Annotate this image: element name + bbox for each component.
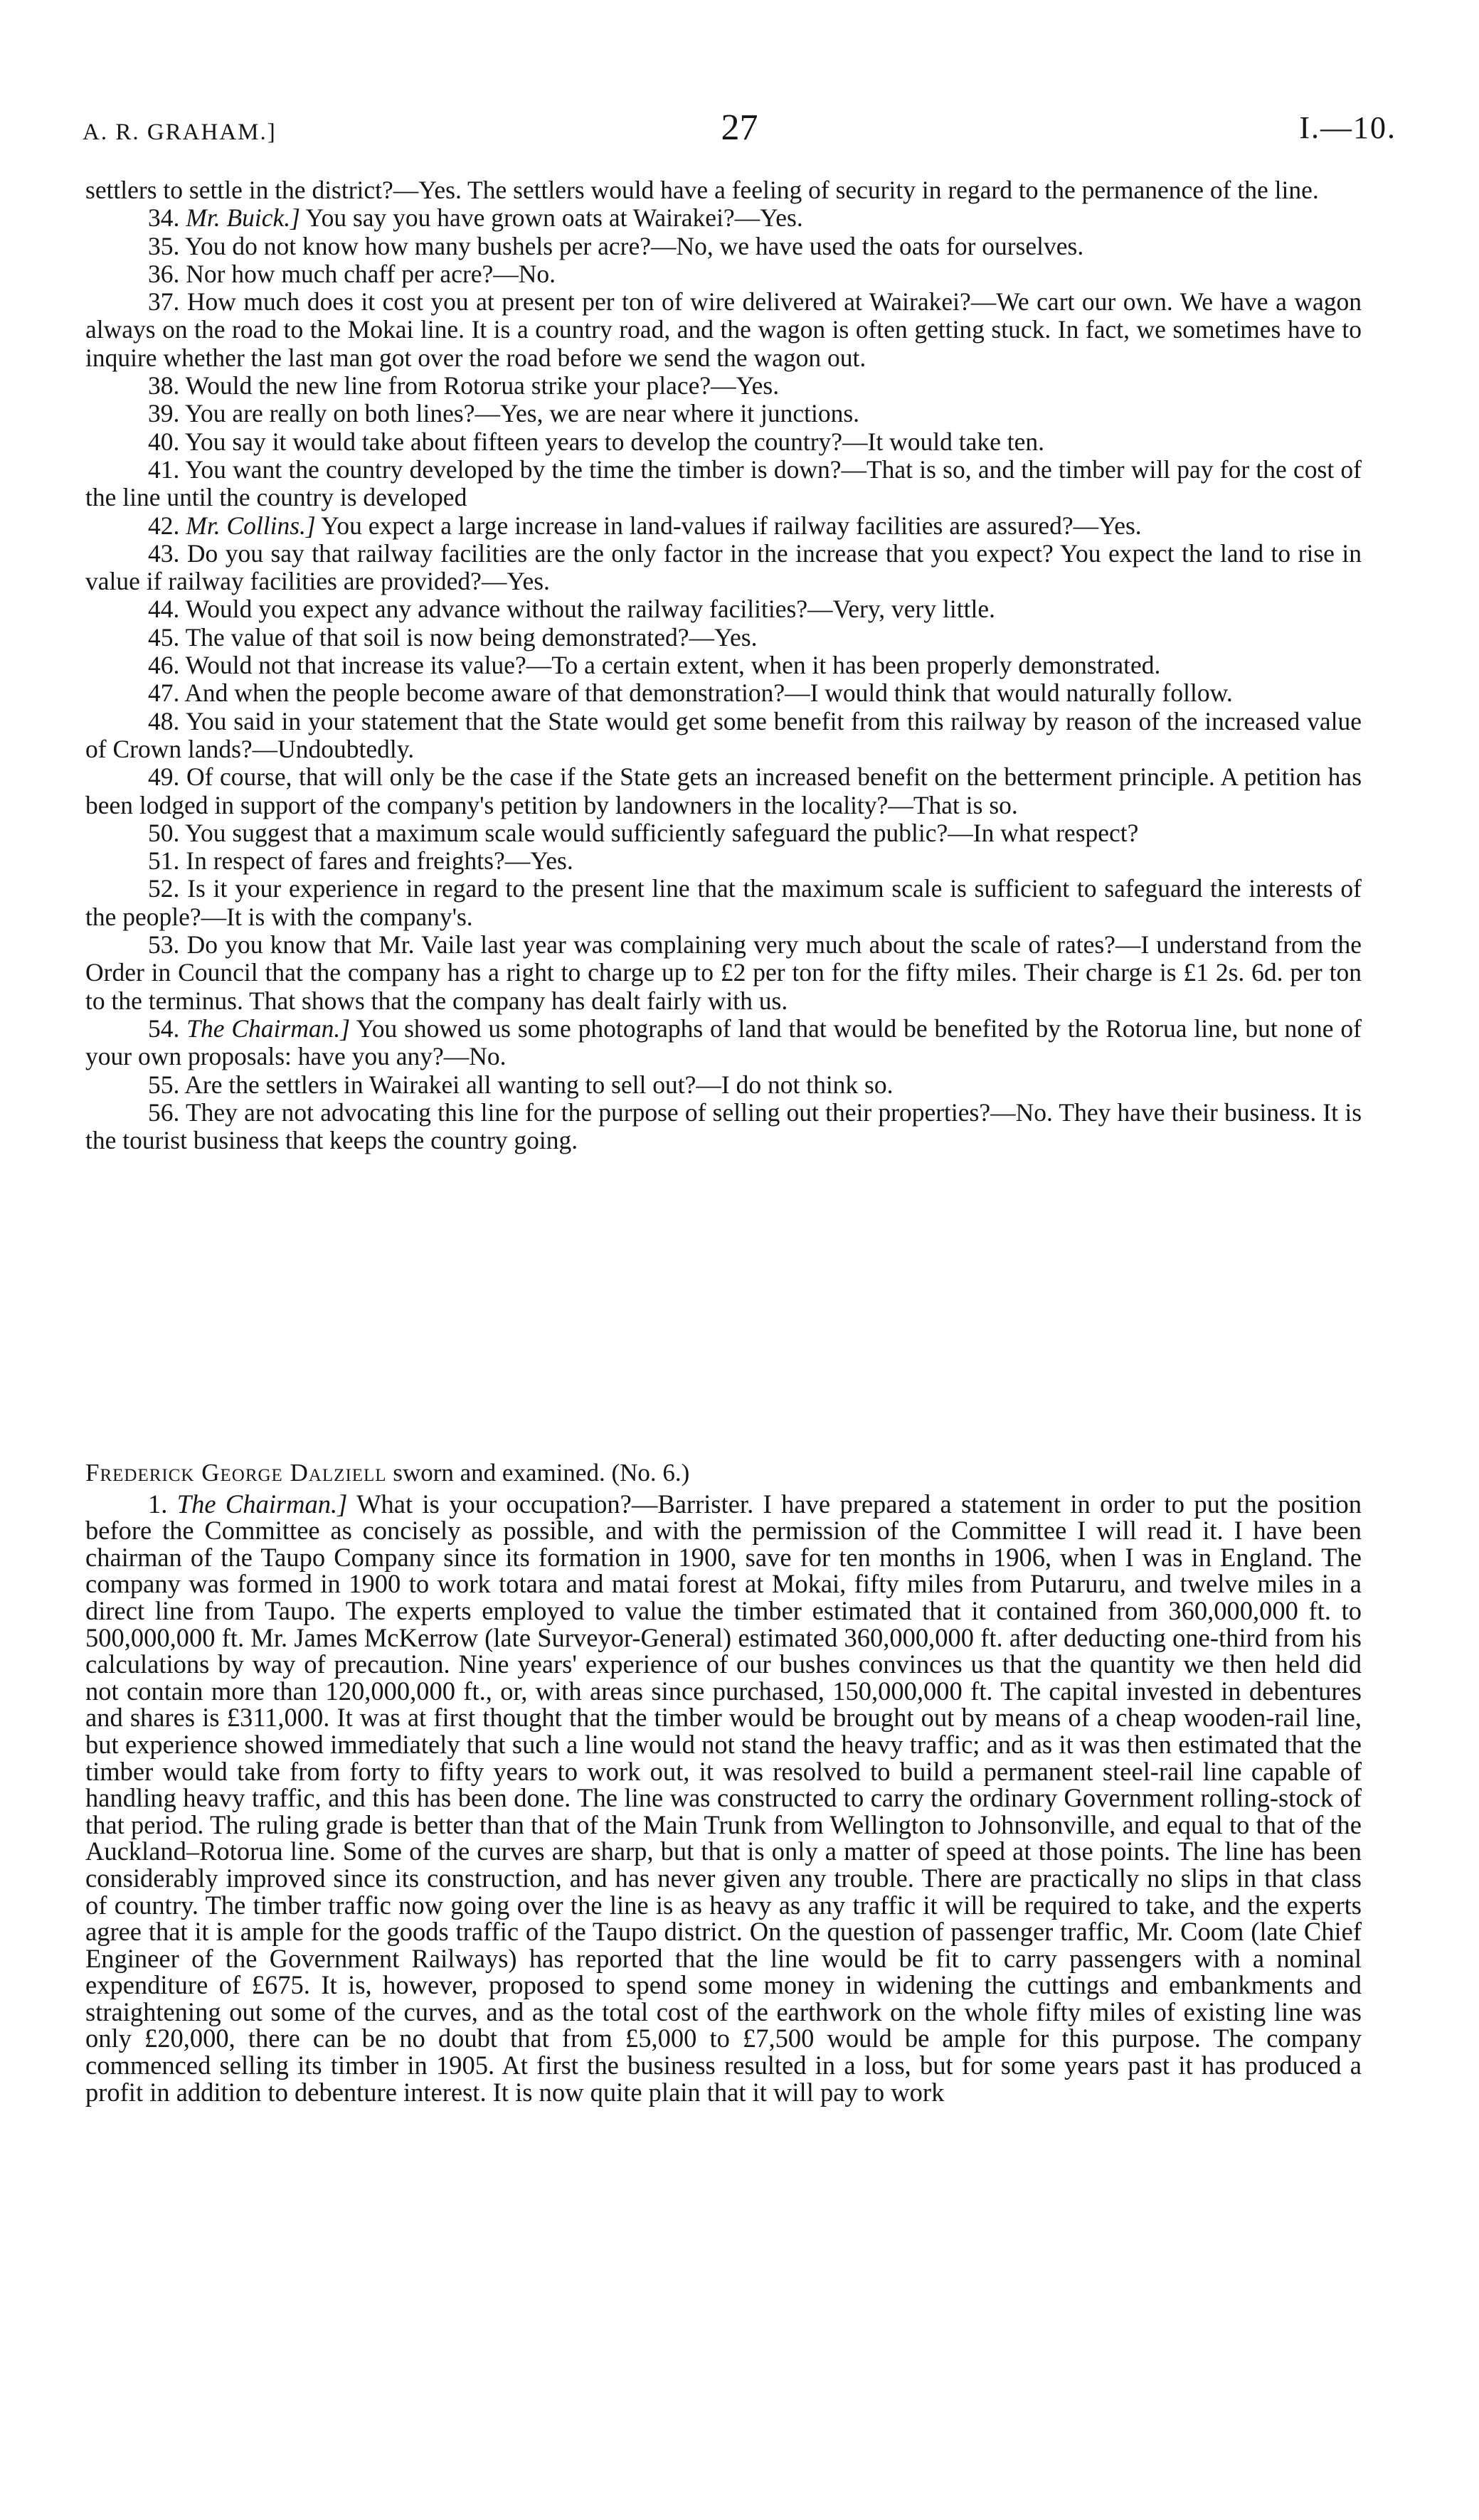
statement-text: What is your occupation?—Barrister. I have prepared a statement in order to put the position before the Committee as concisely as possible, and with the permission of the Committee I will read it. I have been chairman of the Taupo Company since its formation in 1900, save for ten months in 1906, when I was in England. The company was formed in 1900 to work totara and matai forest at Mokai, fifty miles from Putaruru, and twelve miles in a direct line from Taupo. The experts employed to value the timber estimated that it contained from 360,000,000 ft. to 500,000,000 ft. Mr. James McKerrow (late Surveyor-General) estimated 360,000,000 ft. after deducting one-third from his calculations by way of precaution. Nine years' experience of our bushes convinces us that the quantity we then held did not contain more than 120,000,000 ft., or, with areas since purchased, 150,000,000 ft. The capital invested in debentures and shares is £311,000. It was at first thought that the timber would be brought out by means of a cheap wooden-rail line, but experience showed immediately that such a line would not stand the heavy traffic; and as it was then estimated that the timber would take from forty to fifty years to work out, it was resolved to build a permanent steel-rail line capable of handling heavy traffic, and this has been done. The line was constructed to carry the ordinary Government rolling-stock of that period. The ruling grade is better than that of the Main Trunk from Wellington to Johnsonville, and equal to that of the Auckland–Rotorua line. Some of the curves are sharp, but that is only a matter of speed at those points. The line has been considerably improved since its construction, and has never given any trouble. There are practically no slips in that class of country. The timber traffic now going over the line is as heavy as any traffic it will be required to take, and the experts agree that it is ample for the goods traffic of the Taupo district. On the question of passenger traffic, Mr. Coom (late Chief Engineer of the Government Railways) has reported that the line would be fit to carry passengers with a nominal expenditure of £675. It is, however, proposed to spend some money in widening the cuttings and embankments and straightening out some of the curves, and as the total cost of the earthwork on the whole fifty miles of existing line was only £20,000, there can be no doubt that from £5,000 to £7,500 would be ample for this purpose. The company commenced selling its timber in 1905. At first the business resulted in a loss, but for some years past it has produced a profit in addition to debenture interest. It is now quite plain that it will pay to work: [85, 1489, 1362, 2107]
qa-text: You want the country developed by the time the timber is down?—That is so, and the timber will pay for the cost of the line until the country is developed: [85, 454, 1362, 512]
question-answer-list: [85, 204, 1362, 1154]
qa-item: [85, 400, 1362, 427]
qa-number: 49.: [148, 762, 180, 792]
qa-text: Do you say that railway facilities are the only factor in the increase that you expect? You expect the land to rise in value if railway facilities are provided?—Yes.: [85, 538, 1362, 596]
qa-item: [85, 847, 1362, 875]
qa-number: 36.: [148, 259, 180, 288]
qa-text: Do you know that Mr. Vaile last year was complaining very much about the scale of rates?—I understand from the Order in Council that the company has a right to charge up to £2 per ton for the fifty miles. Their charge is £1 2s. 6d. per ton to the terminus. That shows that the company has dealt fairly with us.: [85, 930, 1362, 1015]
qa-item: [85, 456, 1362, 512]
qa-item: [85, 372, 1362, 400]
statement-speaker: The Chairman.]: [176, 1489, 348, 1519]
qa-text: Of course, that will only be the case if the State gets an increased benefit on the betterment principle. A petition has been lodged in support of the company's petition by landowners in the locality?—That is so.: [85, 762, 1362, 819]
qa-number: 40.: [148, 427, 180, 456]
witness-section: [85, 1460, 1362, 2105]
qa-item: [85, 428, 1362, 456]
qa-item: [85, 288, 1362, 372]
qa-item: [85, 679, 1362, 707]
continuation-paragraph: settlers to settle in the district?—Yes. The settlers would have a feeling of security in regard to the permanence of the line.: [85, 176, 1319, 204]
qa-number: 52.: [148, 874, 180, 903]
qa-item: [85, 708, 1362, 764]
header-witness-name: A. R. GRAHAM.]: [83, 119, 277, 145]
qa-text: They are not advocating this line for the purpose of selling out their properties?—No. They have their business. It is the tourist business that keeps the country going.: [85, 1097, 1362, 1155]
qa-text: How much does it cost you at present per ton of wire delivered at Wairakei?—We cart our own. We have a wagon always on the road to the Mokai line. It is a country road, and the wagon is often getting stuck. In fact, we sometimes have to inquire whether the last man got over the road before we send the wagon out.: [85, 287, 1362, 372]
qa-item: [85, 624, 1362, 652]
qa-number: 38.: [148, 371, 180, 400]
qa-number: 34.: [148, 203, 180, 233]
witness-name: Frederick George Dalziell: [85, 1459, 387, 1487]
qa-number: 54.: [148, 1014, 180, 1043]
qa-number: 56.: [148, 1097, 180, 1127]
qa-number: 43.: [148, 538, 180, 568]
qa-item: [85, 931, 1362, 1015]
document-reference: I.—10.: [1299, 110, 1396, 145]
qa-item: [85, 819, 1362, 847]
qa-text: You suggest that a maximum scale would sufficiently safeguard the public?—In what respect?: [184, 818, 1139, 847]
qa-text: Would you expect any advance without the railway facilities?—Very, very little.: [185, 595, 995, 624]
qa-text: Are the settlers in Wairakei all wanting to sell out?—I do not think so.: [184, 1070, 894, 1099]
qa-number: 37.: [148, 287, 180, 317]
qa-text: You said in your statement that the State would get some benefit from this railway by reason of the increased value of Crown lands?—Undoubtedly.: [85, 706, 1362, 763]
witness-sworn-note: sworn and examined. (No. 6.): [386, 1459, 690, 1487]
qa-item: [85, 1071, 1362, 1099]
qa-item: [85, 875, 1362, 931]
qa-speaker: Mr. Buick.]: [186, 203, 300, 233]
qa-number: 48.: [148, 706, 180, 735]
qa-number: 45.: [148, 622, 180, 652]
qa-item: [85, 540, 1362, 596]
qa-number: 39.: [148, 399, 180, 428]
statement-number: 1.: [148, 1489, 168, 1519]
page-number: 27: [721, 107, 758, 148]
qa-text: And when the people become aware of that demonstration?—I would think that would naturally follow.: [184, 679, 1233, 708]
qa-number: 41.: [148, 454, 180, 484]
running-head: [83, 107, 1396, 149]
qa-text: You are really on both lines?—Yes, we are near where it junctions.: [184, 399, 860, 428]
qa-number: 55.: [148, 1070, 180, 1099]
qa-text: You expect a large increase in land-values if railway facilities are assured?—Yes.: [321, 511, 1142, 540]
qa-text: Is it your experience in regard to the present line that the maximum scale is sufficient to safeguard the interests of the people?—It is with the company's.: [85, 874, 1362, 931]
qa-number: 50.: [148, 818, 180, 847]
qa-text: Would the new line from Rotorua strike your place?—Yes.: [185, 371, 780, 400]
qa-number: 35.: [148, 231, 180, 260]
qa-text: In respect of fares and freights?—Yes.: [186, 846, 573, 876]
qa-number: 42.: [148, 511, 180, 540]
qa-text: You say you have grown oats at Wairakei?—Yes.: [305, 203, 803, 233]
qa-number: 53.: [148, 930, 180, 959]
qa-speaker: The Chairman.]: [186, 1014, 351, 1043]
qa-item: [85, 260, 1362, 288]
qa-text: The value of that soil is now being demonstrated?—Yes.: [185, 622, 758, 652]
qa-item: [85, 1099, 1362, 1155]
qa-number: 51.: [148, 846, 180, 876]
qa-number: 44.: [148, 595, 180, 624]
qa-item: [85, 204, 1362, 232]
qa-item: [85, 652, 1362, 679]
qa-item: [85, 1015, 1362, 1071]
qa-text: Would not that increase its value?—To a certain extent, when it has been properly demonstrated.: [185, 651, 1161, 680]
witness-heading: [85, 1460, 1362, 1487]
qa-text: You showed us some photographs of land that would be benefited by the Rotorua line, but none of your own proposals: have you any?—No.: [85, 1014, 1362, 1071]
qa-text: You do not know how many bushels per acre?—No, we have used the oats for ourselves.: [184, 231, 1084, 260]
qa-number: 46.: [148, 651, 180, 680]
qa-item: [85, 595, 1362, 623]
qa-text: Nor how much chaff per acre?—No.: [186, 259, 556, 288]
qa-text: You say it would take about fifteen years to develop the country?—It would take ten.: [184, 427, 1044, 456]
qa-item: [85, 763, 1362, 819]
evidence-qa-section: [85, 176, 1362, 1154]
qa-speaker: Mr. Collins.]: [186, 511, 316, 540]
qa-item: [85, 233, 1362, 260]
qa-item: [85, 512, 1362, 540]
statement-paragraph: [85, 1491, 1362, 2106]
qa-number: 47.: [148, 679, 180, 708]
